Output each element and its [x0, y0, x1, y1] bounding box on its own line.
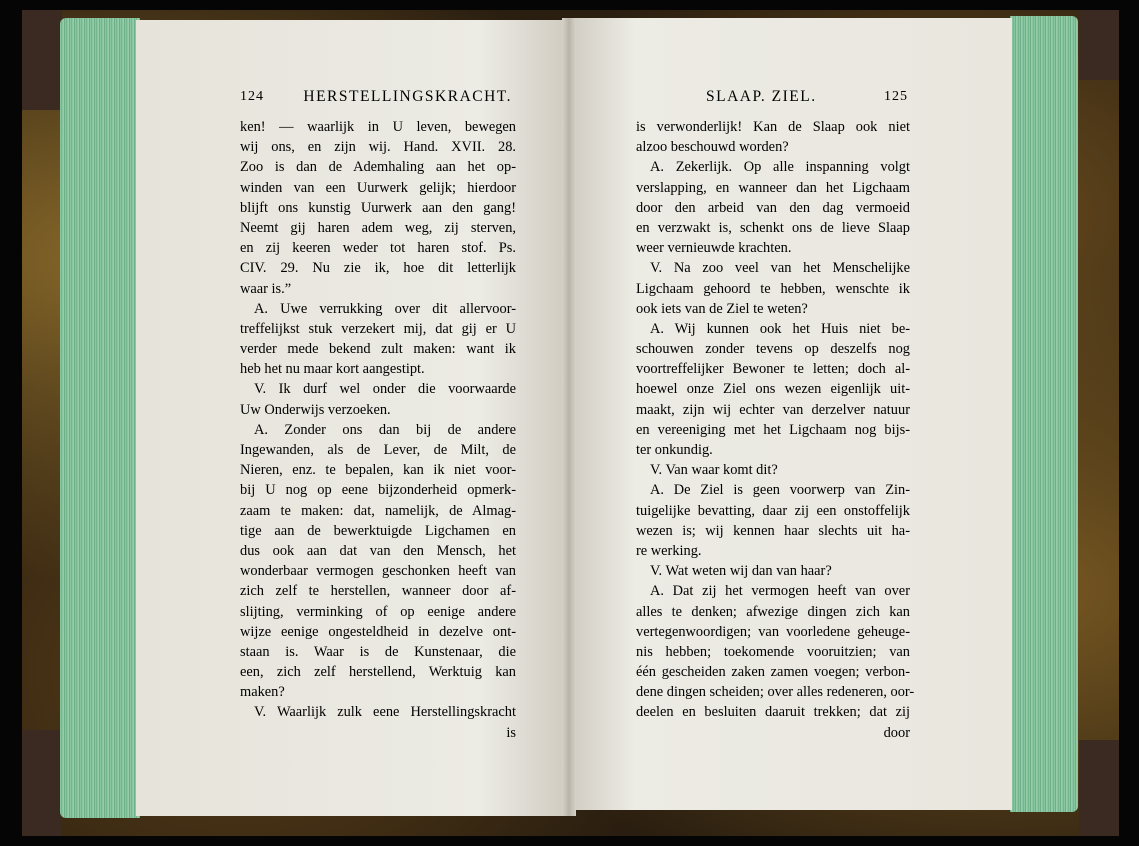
- text-line: wonderbaar vermogen geschonken heeft van: [240, 563, 516, 580]
- text-line: Zoo is dan de Ademhaling aan het op-: [240, 159, 516, 176]
- text-line: A. Zekerlijk. Op alle inspanning volgt: [650, 159, 910, 176]
- text-line: winden van een Uurwerk gelijk; hierdoor: [240, 179, 516, 196]
- text-line: schouwen zonder tevens op deszelfs nog: [636, 341, 910, 358]
- page-number: 124: [240, 89, 264, 104]
- text-line: ook iets van de Ziel te weten?: [636, 300, 808, 317]
- left-page-body: [240, 117, 516, 743]
- text-line: dus ook aan dat van den Mensch, het: [240, 542, 516, 559]
- text-line: dene dingen scheiden; over alles redeneren, oor-: [636, 684, 915, 701]
- text-line: verder mede bekend zult maken: want ik: [240, 341, 516, 358]
- cover-leather-corner: [22, 10, 62, 110]
- text-line: zich zelf te herstellen, wanneer door af-: [240, 583, 516, 600]
- text-line: tige aan de bewerktuigde Ligchamen en: [240, 522, 516, 539]
- text-line: vertegenwoordigen; van voorledene geheuge-: [636, 623, 910, 640]
- text-line: wijze eenige ongesteldheid in dezelve ont-: [240, 623, 516, 640]
- text-line: voortreffelijker Bewoner te letten; doch al-: [636, 361, 910, 378]
- running-title: HERSTELLINGSKRACHT.: [303, 88, 512, 105]
- running-title: SLAAP. ZIEL.: [706, 88, 817, 105]
- text-line: weer vernieuwde krachten.: [636, 240, 792, 257]
- text-line: slijting, verminking of op eenige andere: [240, 603, 516, 620]
- text-line: en zij keeren weder tot haren stof. Ps.: [240, 240, 516, 257]
- text-line: één gescheiden zaken zamen voegen; verbon-: [636, 664, 910, 681]
- text-line: een, zich zelf herstellend, Werktuig kan: [240, 664, 516, 681]
- text-line: wij ons, en zijn wij. Hand. XVII. 28.: [240, 139, 516, 156]
- text-line: maken?: [240, 684, 285, 701]
- page-edges-right: [1010, 16, 1078, 812]
- text-line: V. Ik durf wel onder die voorwaarde: [254, 381, 516, 398]
- text-line: V. Na zoo veel van het Menschelijke: [650, 260, 910, 277]
- text-line: tuigelijke bevatting, daar zij een onstoffelijk: [636, 502, 910, 519]
- text-line: CIV. 29. Nu zie ik, hoe dit letterlijk: [240, 260, 516, 277]
- right-page-header: [636, 85, 908, 109]
- text-line: waar is.”: [240, 280, 292, 297]
- text-line: V. Waarlijk zulk eene Herstellingskracht: [254, 704, 516, 721]
- text-line: heb het nu maar kort aangestipt.: [240, 361, 425, 378]
- text-line: Ligchaam gehoord te hebben, wenschte ik: [636, 280, 910, 297]
- text-line: Neemt gij haren adem weg, zij sterven,: [240, 219, 516, 236]
- text-line: alzoo beschouwd worden?: [636, 139, 789, 156]
- text-line: A. Zonder ons dan bij de andere: [254, 421, 516, 438]
- text-line: treffelijkst stuk verzekert mij, dat gij er U: [240, 320, 516, 337]
- text-line: Uw Onderwijs verzoeken.: [240, 401, 391, 418]
- text-line: nis hebben; toekomende vooruitzien; van: [636, 643, 910, 660]
- text-line: maakt, zijn wij echter van derzelver natuur: [636, 401, 910, 418]
- cover-leather-corner: [1079, 10, 1119, 80]
- text-line: A. De Ziel is geen voorwerp van Zin-: [650, 482, 910, 499]
- text-line: door den arbeid van den dag vermoeid: [636, 199, 910, 216]
- text-line: blijft ons kunstig Uurwerk aan den gang!: [240, 199, 516, 216]
- text-line: hoewel onze Ziel ons wezen eigenlijk uit-: [636, 381, 910, 398]
- text-line: deelen en besluiten daaruit trekken; dat zij: [636, 704, 910, 721]
- right-page-body: [636, 117, 915, 743]
- text-line: Ingewanden, als de Lever, de Milt, de: [240, 442, 516, 458]
- cover-leather-corner: [1079, 740, 1119, 836]
- text-line: is: [506, 724, 516, 741]
- page-edges-left: [60, 18, 140, 818]
- text-line: A. Wij kunnen ook het Huis niet be-: [650, 320, 910, 337]
- text-line: A. Uwe verrukking over dit allervoor-: [254, 300, 516, 317]
- text-line: alles te denken; afwezige dingen zich kan: [636, 603, 910, 620]
- text-line: bij U nog op eene bijzonderheid opmerk-: [240, 482, 516, 499]
- text-line: en verzwakt is, schenkt ons de lieve Slaap: [636, 219, 910, 236]
- text-line: ken! — waarlijk in U leven, bewegen: [240, 119, 516, 135]
- text-line: door: [883, 724, 910, 741]
- page-number: 125: [884, 89, 908, 104]
- text-line: V. Wat weten wij dan van haar?: [650, 563, 832, 580]
- text-line: re werking.: [636, 542, 702, 559]
- book-gutter: [562, 18, 576, 816]
- text-line: A. Dat zij het vermogen heeft van over: [650, 583, 910, 600]
- text-line: Nieren, enz. te bepalen, kan ik niet voor-: [240, 462, 516, 479]
- left-page-header: [240, 85, 512, 109]
- text-line: V. Van waar komt dit?: [650, 462, 778, 479]
- text-line: wezen is; wij kennen haar slechts uit ha-: [636, 522, 910, 539]
- text-line: ter onkundig.: [636, 442, 713, 458]
- text-line: is verwonderlijk! Kan de Slaap ook niet: [636, 119, 910, 135]
- text-line: staan is. Waar is de Kunstenaar, die: [240, 643, 516, 660]
- text-line: verslapping, en wanneer dan het Ligchaam: [636, 179, 910, 196]
- text-line: zaam te maken: dat, namelijk, de Almag-: [240, 502, 516, 519]
- cover-leather-corner: [22, 730, 62, 836]
- text-line: en vereeniging met het Ligchaam nog bijs-: [636, 421, 910, 438]
